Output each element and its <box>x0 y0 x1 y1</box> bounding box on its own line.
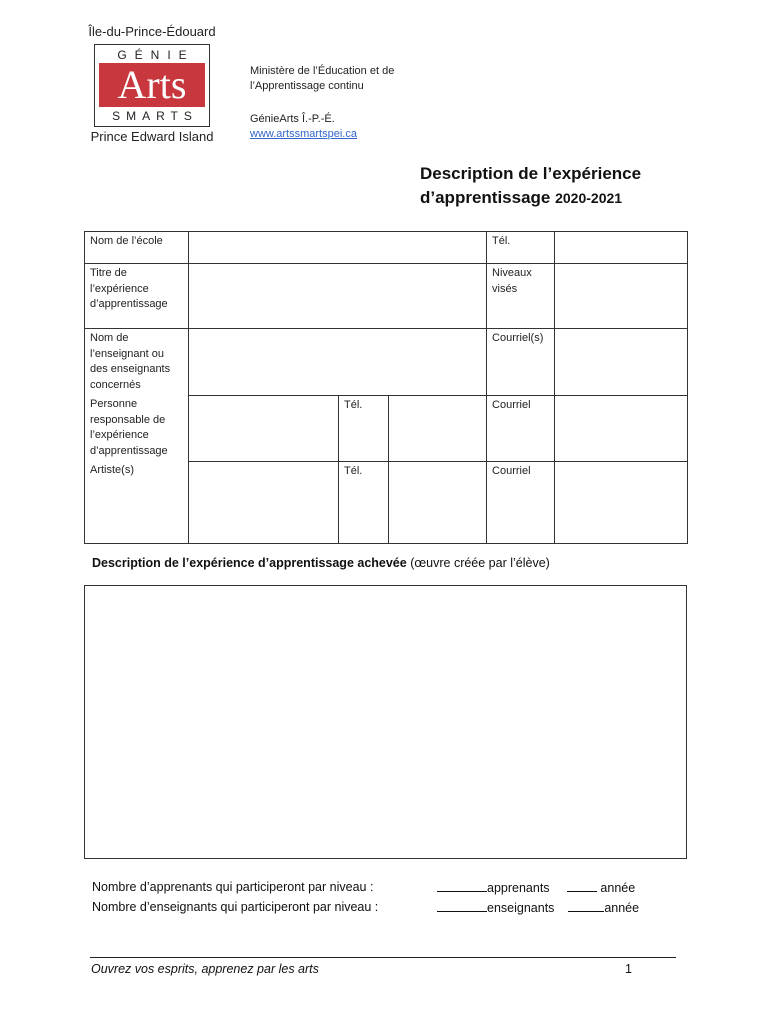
teachers-field[interactable] <box>189 329 487 396</box>
school-name-label: Nom de l’école <box>85 232 189 264</box>
responsible-email-field[interactable] <box>555 395 688 461</box>
organization-name: GénieArts Î.-P.-É. <box>250 113 335 125</box>
ministry-line-1: Ministère de l’Éducation et de <box>250 65 395 77</box>
artists-label: Artiste(s) <box>85 461 189 543</box>
teachers-year-label: année <box>604 901 640 915</box>
school-info-table <box>84 231 688 544</box>
footer-divider <box>90 957 676 958</box>
experience-title-field[interactable] <box>189 264 487 329</box>
logo-frame <box>94 44 210 127</box>
logo-province-text: Prince Edward Island <box>90 129 214 144</box>
phone-label: Tél. <box>487 232 555 264</box>
learners-unit: apprenants <box>487 881 550 895</box>
ministry-name <box>250 64 394 94</box>
footer-motto: Ouvrez vos esprits, apprenez par les arts <box>91 962 319 976</box>
emails-label: Courriel(s) <box>487 329 555 396</box>
teachers-count-row <box>437 900 639 915</box>
page-title <box>420 162 641 210</box>
phone-field[interactable] <box>555 232 688 264</box>
description-heading <box>92 556 550 570</box>
learners-count-field[interactable] <box>437 880 487 892</box>
experience-title-label: Titre de l’expérience d’apprentissage <box>85 264 189 329</box>
teachers-count-field[interactable] <box>437 900 487 912</box>
logo-smarts-text: SMARTS <box>112 109 198 123</box>
learners-year-label: année <box>596 881 636 895</box>
artists-phone-label: Tél. <box>339 461 389 543</box>
responsible-phone-field[interactable] <box>389 395 487 461</box>
learners-grade-field[interactable] <box>567 880 597 892</box>
teachers-unit: enseignants <box>487 901 555 915</box>
description-field[interactable] <box>84 585 687 859</box>
learners-count-row <box>437 880 635 895</box>
description-heading-note: (œuvre créée par l’élève) <box>406 556 550 570</box>
school-name-field[interactable] <box>189 232 487 264</box>
teachers-count-label: Nombre d’enseignants qui participeront par niveau : <box>92 900 379 914</box>
logo-arts-text: Arts <box>99 63 205 107</box>
responsible-phone-label: Tél. <box>339 395 389 461</box>
title-year: 2020-2021 <box>555 190 623 206</box>
description-heading-bold: Description de l’expérience d’apprentissage achevée <box>92 556 407 570</box>
target-levels-label: Niveaux visés <box>487 264 555 329</box>
teachers-label: Nom de l’enseignant ou des enseignants concernés <box>85 329 189 396</box>
logo-region-text: Île-du-Prince-Édouard <box>88 24 216 39</box>
artists-phone-field[interactable] <box>389 461 487 543</box>
ministry-line-2: l’Apprentissage continu <box>250 80 364 92</box>
artists-email-field[interactable] <box>555 461 688 543</box>
teachers-grade-field[interactable] <box>568 900 604 912</box>
title-line-1: Description de l’expérience <box>420 164 642 183</box>
responsible-field[interactable] <box>189 395 339 461</box>
title-line-2-text: d’apprentissage <box>420 188 556 207</box>
artists-email-label: Courriel <box>487 461 555 543</box>
learners-count-label: Nombre d’apprenants qui participeront par niveau : <box>92 880 374 894</box>
title-line-2 <box>420 186 641 210</box>
emails-field[interactable] <box>555 329 688 396</box>
artists-field[interactable] <box>189 461 339 543</box>
responsible-label: Personne responsable de l’expérience d’apprentissage <box>85 395 189 461</box>
arts-smarts-logo <box>82 24 222 149</box>
website-link[interactable]: www.artssmartspei.ca <box>250 128 357 140</box>
logo-genie-text: GÉNIE <box>117 48 195 62</box>
target-levels-field[interactable] <box>555 264 688 329</box>
responsible-email-label: Courriel <box>487 395 555 461</box>
page-number: 1 <box>625 962 632 976</box>
